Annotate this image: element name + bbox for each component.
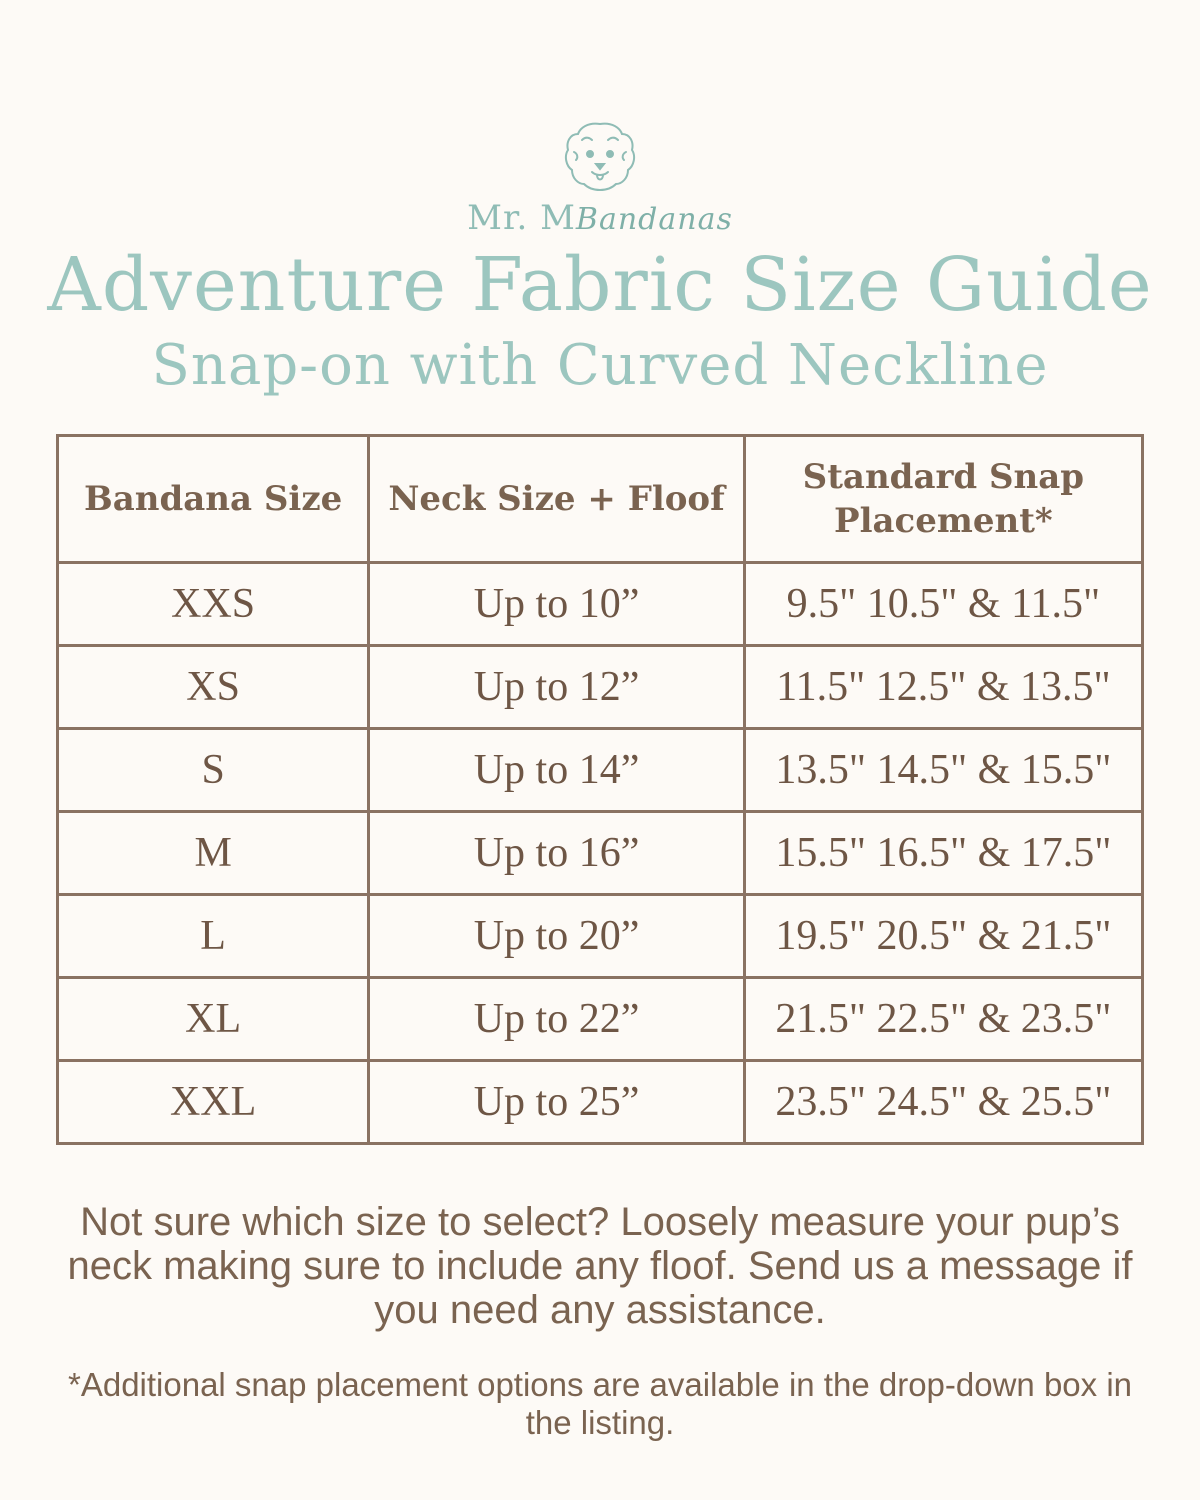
snap-footnote: *Additional snap placement options are available in the drop-down box in the listing.: [67, 1366, 1133, 1441]
cell-neck-size: Up to 25”: [369, 1061, 745, 1144]
cell-snap-placement: 13.5" 14.5" & 15.5": [744, 729, 1142, 812]
cell-bandana-size: XS: [58, 646, 369, 729]
table-row: [58, 729, 1143, 812]
table-row: [58, 646, 1143, 729]
cell-neck-size: Up to 10”: [369, 563, 745, 646]
sizing-note: Not sure which size to select? Loosely measure your pup’s neck making sure to include any floof. Send us a message if you need any assistance.: [67, 1200, 1133, 1332]
cell-bandana-size: S: [58, 729, 369, 812]
table-row: [58, 563, 1143, 646]
cell-neck-size: Up to 14”: [369, 729, 745, 812]
table-row: [58, 895, 1143, 978]
brand-script: Bandanas: [575, 202, 733, 237]
cell-snap-placement: 21.5" 22.5" & 23.5": [744, 978, 1142, 1061]
table-row: [58, 978, 1143, 1061]
cell-bandana-size: M: [58, 812, 369, 895]
table-header-row: [58, 436, 1143, 563]
dog-face-icon: [560, 120, 640, 192]
cell-bandana-size: XL: [58, 978, 369, 1061]
cell-snap-placement: 23.5" 24.5" & 25.5": [744, 1061, 1142, 1144]
cell-bandana-size: XXL: [58, 1061, 369, 1144]
page-subtitle: Snap-on with Curved Neckline: [151, 333, 1049, 398]
cell-snap-placement: 9.5" 10.5" & 11.5": [744, 563, 1142, 646]
cell-snap-placement: 15.5" 16.5" & 17.5": [744, 812, 1142, 895]
header-snap-placement-label: Standard Snap Placement*: [802, 457, 1085, 541]
cell-neck-size: Up to 16”: [369, 812, 745, 895]
cell-bandana-size: XXS: [58, 563, 369, 646]
cell-bandana-size: L: [58, 895, 369, 978]
cell-snap-placement: 11.5" 12.5" & 13.5": [744, 646, 1142, 729]
brand-prefix: Mr. M: [467, 198, 576, 238]
header-snap-placement: [744, 436, 1142, 563]
cell-snap-placement: 19.5" 20.5" & 21.5": [744, 895, 1142, 978]
brand-name: [0, 198, 1200, 238]
cell-neck-size: Up to 12”: [369, 646, 745, 729]
cell-neck-size: Up to 22”: [369, 978, 745, 1061]
page-title: Adventure Fabric Size Guide: [47, 242, 1153, 328]
header-neck-size: Neck Size + Floof: [369, 436, 745, 563]
size-table: [56, 434, 1144, 1145]
table-row: [58, 812, 1143, 895]
header-bandana-size: Bandana Size: [58, 436, 369, 563]
cell-neck-size: Up to 20”: [369, 895, 745, 978]
table-row: [58, 1061, 1143, 1144]
